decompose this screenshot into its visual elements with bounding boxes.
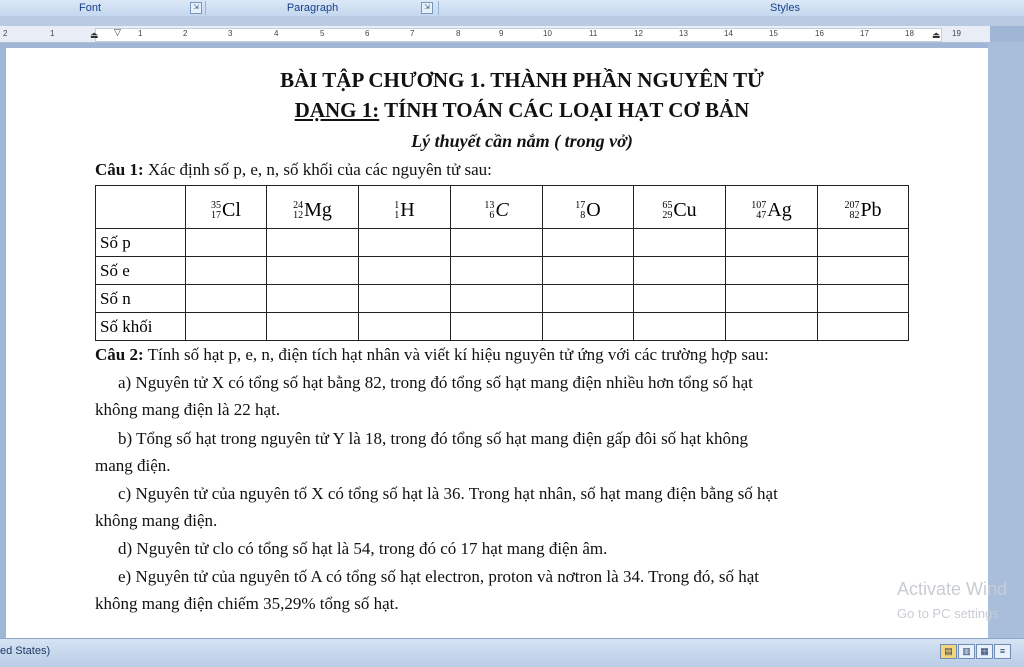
ruler-number: 12: [634, 29, 643, 38]
table-header-cell[interactable]: 65 29 Cu: [634, 186, 726, 229]
horizontal-ruler[interactable]: [0, 26, 990, 43]
ruler-number: 16: [815, 29, 824, 38]
item-a-line1: a) Nguyên tử X có tổng số hạt bằng 82, trong đó tổng số hạt mang điện nhiều hơn tổng số hạt: [118, 373, 753, 392]
ribbon-separator: [438, 1, 439, 15]
table-header-row: [96, 186, 909, 229]
question-2: [95, 345, 769, 365]
table-cell[interactable]: [451, 313, 543, 341]
item-d-line1: d) Nguyên tử clo có tổng số hạt là 54, trong đó có 17 hạt mang điện âm.: [118, 539, 608, 558]
ruler-number: 9: [499, 29, 504, 38]
item-b-line2: mang điện.: [95, 456, 171, 475]
row-label-cell[interactable]: Số e: [96, 257, 186, 285]
table-cell[interactable]: [267, 257, 359, 285]
ruler-number: 15: [769, 29, 778, 38]
activation-watermark-title: Activate Wind: [897, 579, 1008, 599]
row-label-cell[interactable]: Số p: [96, 229, 186, 257]
table-cell[interactable]: [726, 257, 818, 285]
table-cell[interactable]: [451, 257, 543, 285]
styles-group-label[interactable]: Styles: [770, 2, 800, 14]
table-header-cell[interactable]: 207 82 Pb: [818, 186, 909, 229]
table-cell[interactable]: [543, 257, 634, 285]
row-label-cell[interactable]: Số khối: [96, 313, 186, 341]
full-screen-reading-view-icon[interactable]: ▥: [958, 644, 975, 659]
table-cell[interactable]: [267, 229, 359, 257]
table-cell[interactable]: [186, 257, 267, 285]
table-cell[interactable]: [726, 285, 818, 313]
isotope-table: [95, 185, 909, 341]
table-cell[interactable]: [634, 285, 726, 313]
doc-subtitle: Lý thuyết cần nắm ( trong vở): [411, 131, 633, 151]
ruler-number: 10: [543, 29, 552, 38]
table-cell[interactable]: [818, 285, 909, 313]
activation-watermark-subtitle: Go to PC settings: [897, 606, 999, 621]
ruler-number: 2: [3, 29, 8, 38]
ruler-number: 2: [183, 29, 188, 38]
document-page[interactable]: [6, 48, 988, 638]
print-layout-view-icon[interactable]: ▤: [940, 644, 957, 659]
item-c-line1: c) Nguyên tử của nguyên tố X có tổng số hạt là 36. Trong hạt nhân, số hạt mang điện bằng số hạt: [118, 484, 778, 503]
form-title: TÍNH TOÁN CÁC LOẠI HẠT CƠ BẢN: [379, 98, 750, 122]
item-e-line1: e) Nguyên tử của nguyên tố A có tổng số hạt electron, proton và nơtron là 34. Trong đó, số hạt: [118, 567, 759, 586]
ruler-number: 13: [679, 29, 688, 38]
table-cell[interactable]: [186, 313, 267, 341]
table-cell[interactable]: [726, 229, 818, 257]
paragraph-dialog-launcher-icon[interactable]: ⇲: [421, 2, 433, 14]
table-header-cell[interactable]: 17 8 O: [543, 186, 634, 229]
form-label: DẠNG 1:: [294, 98, 380, 122]
language-indicator[interactable]: ed States): [0, 645, 51, 657]
row-label-cell[interactable]: Số n: [96, 285, 186, 313]
table-cell[interactable]: [96, 186, 186, 229]
question-2-label: Câu 2:: [95, 345, 144, 364]
status-bar: [0, 638, 1024, 667]
table-cell[interactable]: [267, 285, 359, 313]
item-a-line2: không mang điện là 22 hạt.: [95, 400, 281, 419]
ruler-number: 18: [905, 29, 914, 38]
table-row: [96, 285, 909, 313]
ruler-number: 4: [274, 29, 279, 38]
item-c-line2: không mang điện.: [95, 511, 218, 530]
table-cell[interactable]: [543, 229, 634, 257]
table-cell[interactable]: [634, 313, 726, 341]
table-cell[interactable]: [634, 257, 726, 285]
table-cell[interactable]: [726, 313, 818, 341]
ruler-number: 17: [860, 29, 869, 38]
left-indent-marker-icon[interactable]: ⏏: [90, 30, 99, 40]
ruler-number: 8: [456, 29, 461, 38]
table-cell[interactable]: [543, 285, 634, 313]
table-cell[interactable]: [359, 313, 451, 341]
item-b-line1: b) Tổng số hạt trong nguyên tử Y là 18, trong đó tổng số hạt mang điện gấp đôi số hạt không: [118, 429, 748, 448]
table-cell[interactable]: [359, 285, 451, 313]
table-cell[interactable]: [186, 285, 267, 313]
table-cell[interactable]: [267, 313, 359, 341]
font-dialog-launcher-icon[interactable]: ⇲: [190, 2, 202, 14]
table-header-cell[interactable]: 107 47 Ag: [726, 186, 818, 229]
first-line-indent-marker-icon[interactable]: ▽: [114, 27, 121, 37]
right-indent-marker-icon[interactable]: ⏏: [932, 30, 941, 40]
ruler-number: 7: [410, 29, 415, 38]
table-cell[interactable]: [451, 229, 543, 257]
table-cell[interactable]: [818, 229, 909, 257]
ribbon-separator: [205, 1, 206, 15]
ruler-number: 6: [365, 29, 370, 38]
ruler-number: 14: [724, 29, 733, 38]
ribbon-bottom-strip: [0, 16, 1024, 26]
table-header-cell[interactable]: 35 17 Cl: [186, 186, 267, 229]
table-header-cell[interactable]: 24 12 Mg: [267, 186, 359, 229]
item-e-line2: không mang điện chiếm 35,29% tổng số hạt.: [95, 594, 399, 613]
table-cell[interactable]: [359, 257, 451, 285]
font-group-label[interactable]: Font: [78, 2, 101, 14]
doc-title-chapter: BÀI TẬP CHƯƠNG 1. THÀNH PHẦN NGUYÊN TỬ: [280, 68, 764, 92]
table-cell[interactable]: [359, 229, 451, 257]
table-header-cell[interactable]: 1 1 H: [359, 186, 451, 229]
question-1: [95, 160, 492, 180]
paragraph-group-label[interactable]: Paragraph: [286, 2, 339, 14]
ruler-number: 3: [228, 29, 233, 38]
table-cell[interactable]: [543, 313, 634, 341]
ruler-number: 11: [589, 29, 598, 38]
doc-title-form: [6, 98, 1024, 123]
table-cell[interactable]: [186, 229, 267, 257]
question-1-label: Câu 1:: [95, 160, 144, 179]
ruler-number: 19: [952, 29, 961, 38]
ruler-number: 5: [320, 29, 325, 38]
table-row: [96, 257, 909, 285]
table-cell[interactable]: [818, 257, 909, 285]
ruler-number: 1: [50, 29, 55, 38]
table-header-cell[interactable]: 13 6 C: [451, 186, 543, 229]
outline-view-icon[interactable]: ≡: [994, 644, 1011, 659]
ribbon-group-bar: [0, 0, 1024, 17]
table-cell[interactable]: [451, 285, 543, 313]
question-1-text: Xác định số p, e, n, số khối của các nguyên tử sau:: [143, 160, 492, 179]
web-layout-view-icon[interactable]: ▦: [976, 644, 993, 659]
table-row: [96, 313, 909, 341]
ruler-number: 1: [138, 29, 143, 38]
table-cell[interactable]: [818, 313, 909, 341]
table-cell[interactable]: [634, 229, 726, 257]
question-2-text: Tính số hạt p, e, n, điện tích hạt nhân và viết kí hiệu nguyên tử ứng với các trường hợp sau:: [143, 345, 769, 364]
table-row: [96, 229, 909, 257]
